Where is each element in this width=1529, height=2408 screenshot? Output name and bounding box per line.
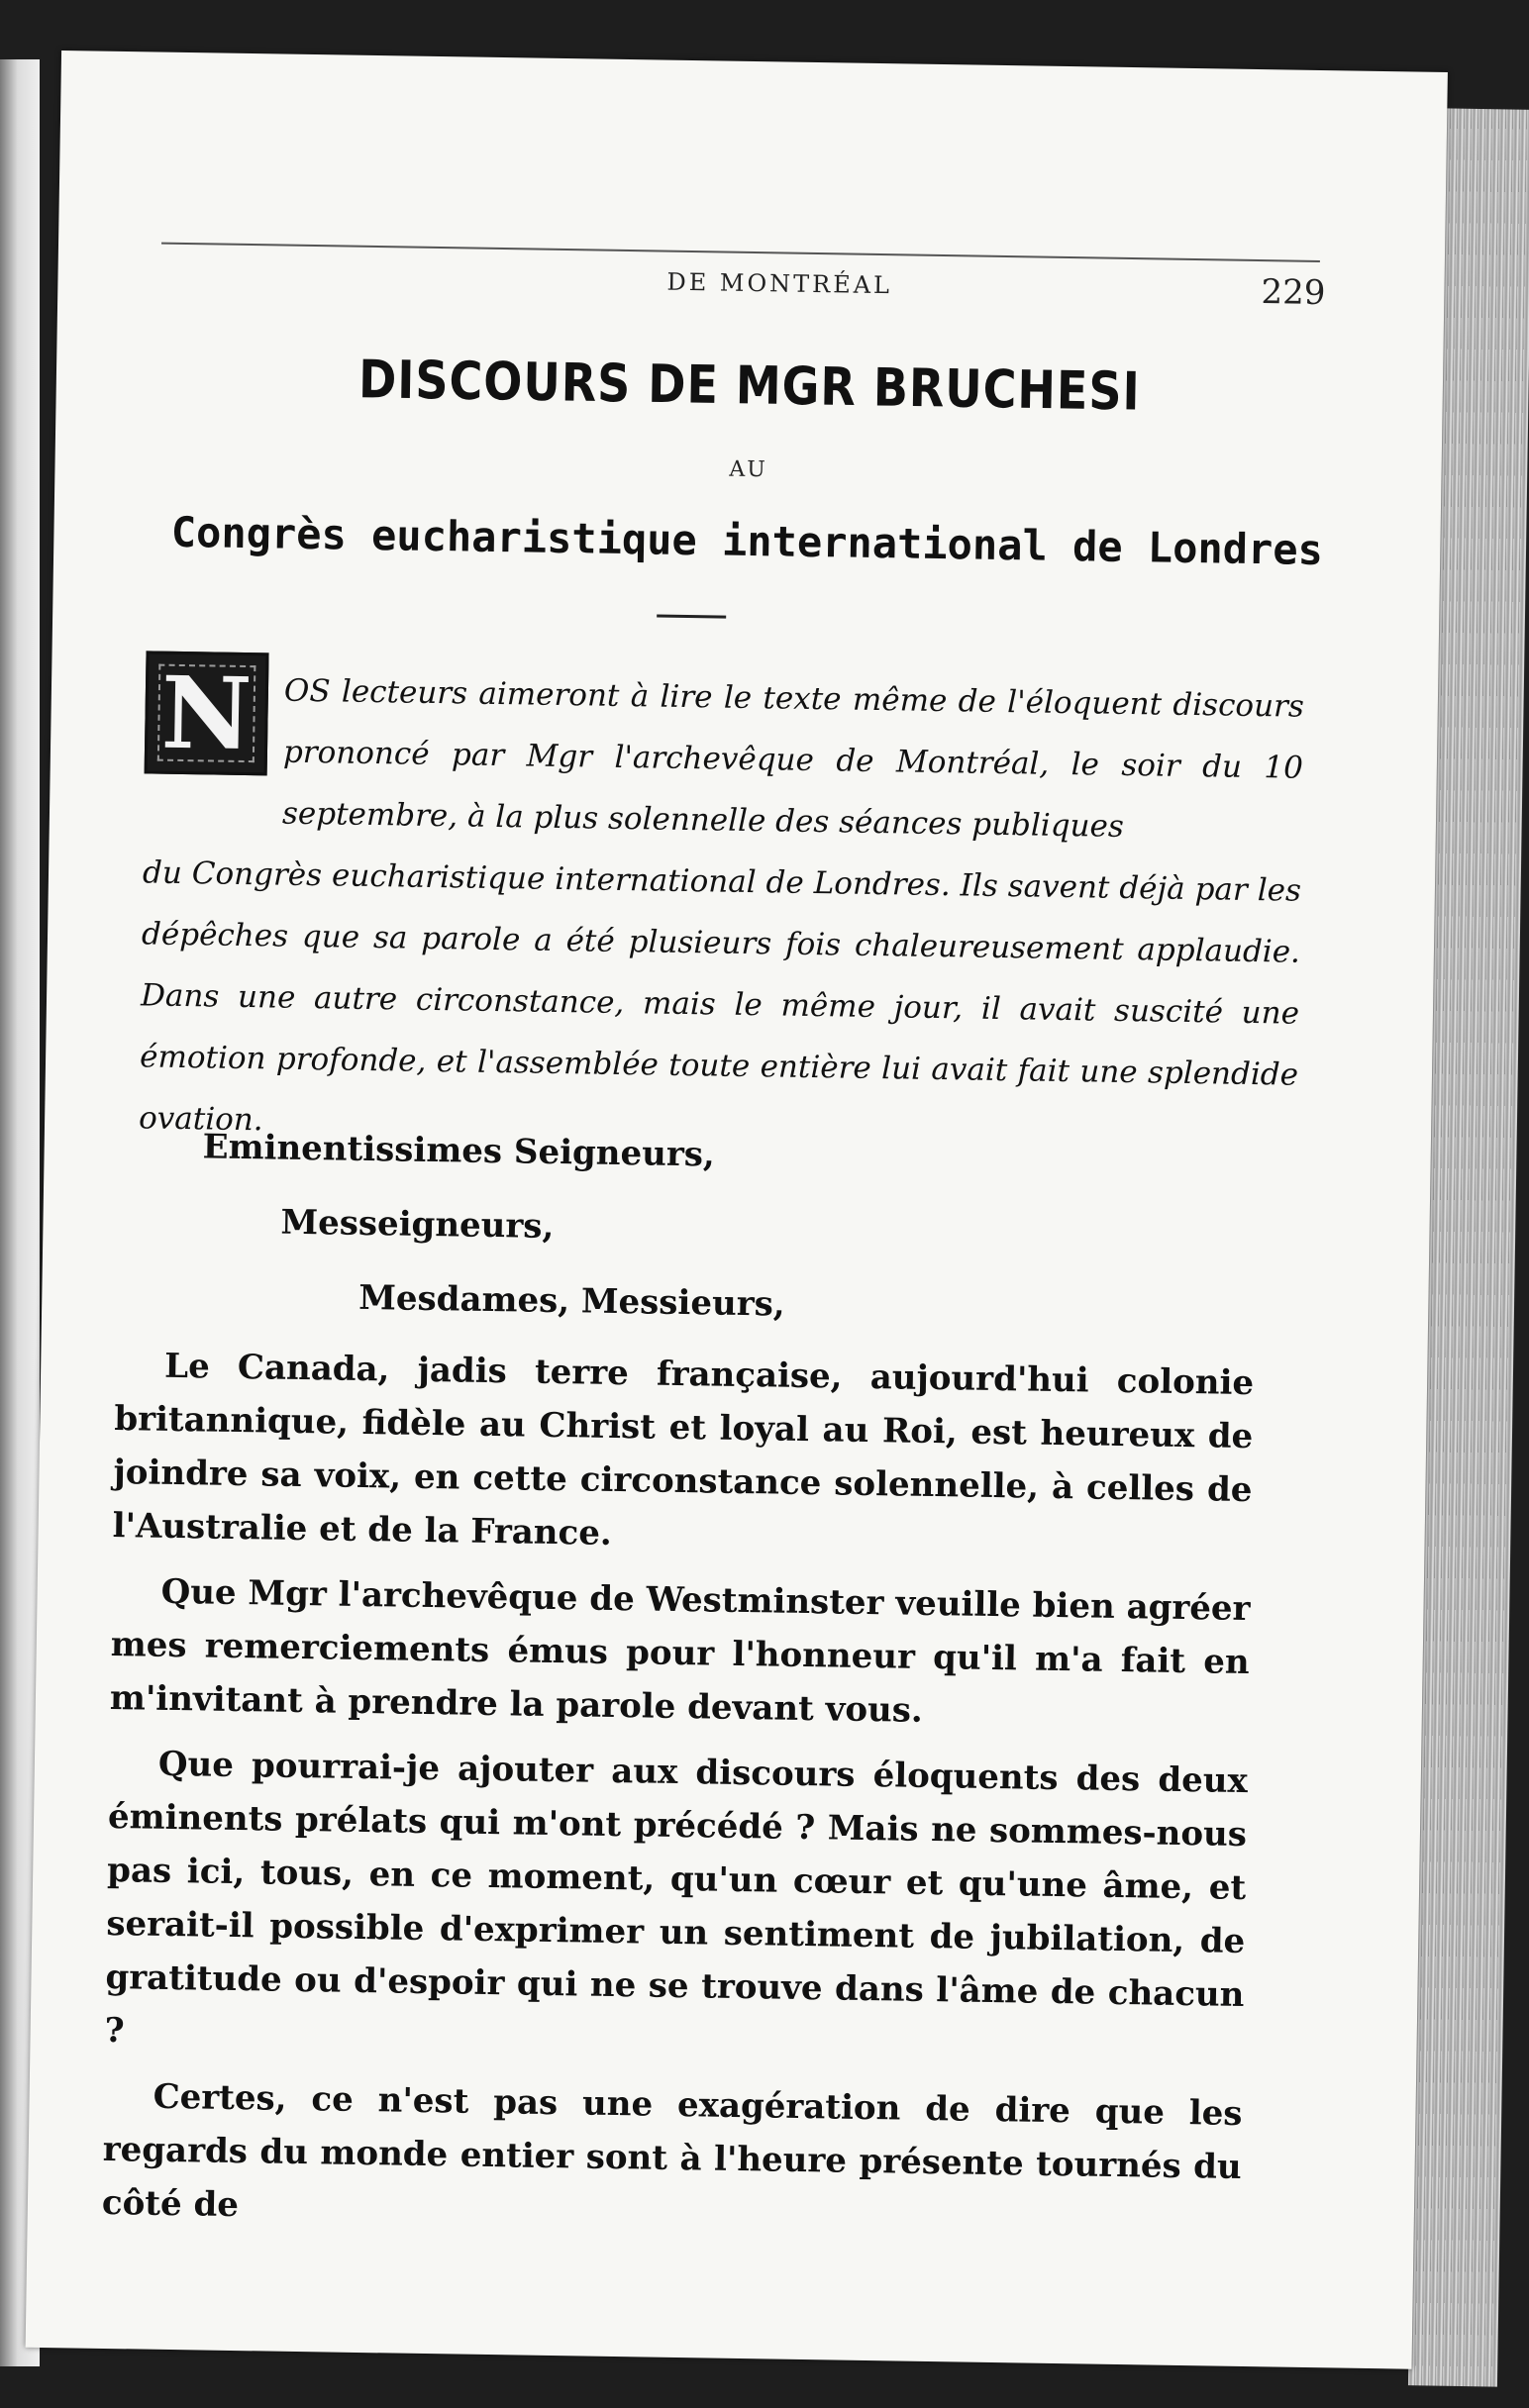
title-separator: [657, 615, 726, 619]
intro-first-lines: OS lecteurs aimeront à lire le texte même de l'éloquent discours prononcé par Mgr l'archevêque de Montréal, le soir du 10 septembre, à la plus solennelle des séances publiques: [281, 672, 1305, 845]
speech-paragraph: Le Canada, jadis terre française, aujourd'hui colonie britannique, fidèle au Christ et loyal au Roi, est heureux de joindre sa voix, en cette circonstance solennelle, à celles de l'Australie et de la France.: [112, 1346, 1255, 1554]
salutation-3: Mesdames, Messieurs,: [358, 1277, 785, 1325]
speech-paragraph: Certes, ce n'est pas une exagération de dire que les regards du monde entier sont à l'heure présente tournés du côté de: [101, 2076, 1243, 2226]
book-page: [26, 50, 1448, 2369]
running-header-title: DE MONTRÉAL: [666, 267, 893, 300]
speech-paragraph: Que pourrai-je ajouter aux discours éloquents des deux éminents prélats qui m'ont précédé ? Mais ne sommes-nous pas ici, tous, en ce moment, qu'un cœur et qu'une âme, et serait-il possible d'exprimer un sentiment de jubilation, de gratitude ou d'espoir qui ne se trouve dans l'âme de chacun ?: [104, 1744, 1249, 2052]
intro-rest: du Congrès eucharistique international de Londres. Ils savent déjà par les dépêches que sa parole a été plusieurs fois chaleureusement applaudie. Dans une autre circonstance, mais le même jour, il avait suscité une émotion profonde, et l'assemblée toute entière lui avait fait une splendide ovation.: [138, 854, 1302, 1139]
article-subtitle: Congrès eucharistique international de Londres: [170, 507, 1324, 575]
salutation-1: Eminentissimes Seigneurs,: [202, 1127, 716, 1175]
drop-cap-letter: N: [159, 653, 254, 773]
speech-paragraph: Que Mgr l'archevêque de Westminster veuille bien agréer mes remerciements émus pour l'honneur qu'il m'a fait en m'invitant à prendre la parole devant vous.: [109, 1571, 1251, 1731]
running-header: [157, 201, 1326, 314]
article-title: DISCOURS DE MGR BRUCHESI: [357, 348, 1142, 423]
page-number: 229: [1261, 272, 1326, 314]
salutation-2: Messeigneurs,: [280, 1202, 555, 1247]
speech-body: [101, 1339, 1254, 2259]
title-connector: AU: [729, 456, 767, 483]
intro-paragraph: [138, 653, 1305, 1166]
